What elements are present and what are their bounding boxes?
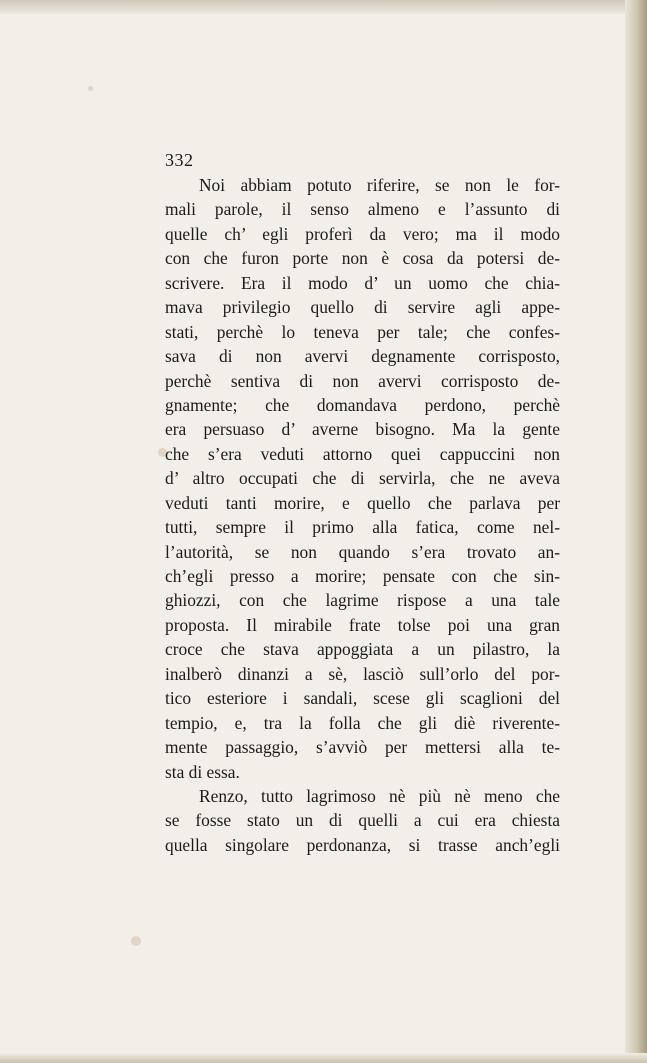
foxing-spot	[131, 936, 141, 946]
text-line: quelle ch’ egli proferì da vero; ma il modo	[165, 223, 560, 244]
page-bottom-edge	[0, 1053, 647, 1063]
text-line: veduti tanti morire, e quello che parlava per	[165, 492, 560, 513]
text-block	[165, 149, 560, 857]
text-line: perchè sentiva di non avervi corrisposto de-	[165, 370, 560, 391]
text-line: mente passaggio, s’avviò per mettersi alla te-	[165, 737, 560, 758]
text-line: sta di essa.	[165, 761, 240, 782]
text-line: se fosse stato un di quelli a cui era chiesta	[165, 810, 560, 831]
text-line: che s’era veduti attorno quei cappuccini non	[165, 443, 560, 464]
text-line: ghiozzi, con che lagrime rispose a una tale	[165, 590, 560, 611]
text-line: inalberò dinanzi a sè, lasciò sull’orlo del por-	[165, 663, 560, 684]
text-line: gnamente; che domandava perdono, perchè	[165, 394, 560, 415]
text-line: tutti, sempre il primo alla fatica, come nel-	[165, 517, 560, 538]
page-top-edge	[0, 0, 647, 14]
text-line: Noi abbiam potuto riferire, se non le for-	[199, 175, 560, 195]
text-line: scrivere. Era il modo d’ un uomo che chia-	[165, 272, 560, 293]
text-line: quella singolare perdonanza, si trasse anch’egli	[165, 834, 560, 855]
paragraph-lines	[165, 173, 560, 857]
text-line: proposta. Il mirabile frate tolse poi una gran	[165, 614, 560, 635]
text-line: l’autorità, se non quando s’era trovato an-	[165, 541, 560, 562]
text-line: mava privilegio quello di servire agli appe-	[165, 297, 560, 318]
page-fore-edge	[625, 0, 647, 1063]
text-line: ch’egli presso a morire; pensate con che sin-	[165, 566, 560, 586]
text-line: d’ altro occupati che di servirla, che ne aveva	[165, 468, 560, 489]
text-line: sava di non avervi degnamente corrisposto,	[165, 346, 560, 367]
text-line: tico esteriore i sandali, scese gli scaglioni del	[165, 688, 560, 709]
page-number: 332	[165, 150, 194, 170]
text-line: era persuaso d’ averne bisogno. Ma la gente	[165, 419, 560, 440]
text-line: croce che stava appoggiata a un pilastro, la	[165, 639, 560, 660]
text-line: Renzo, tutto lagrimoso nè più nè meno che	[199, 785, 560, 806]
text-line: tempio, e, tra la folla che gli diè riverente-	[165, 712, 560, 733]
foxing-spot	[88, 86, 93, 91]
text-line: stati, perchè lo teneva per tale; che confes-	[165, 321, 560, 342]
text-line: mali parole, il senso almeno e l’assunto di	[165, 199, 560, 220]
text-line: con che furon porte non è cosa da potersi de-	[165, 248, 560, 269]
